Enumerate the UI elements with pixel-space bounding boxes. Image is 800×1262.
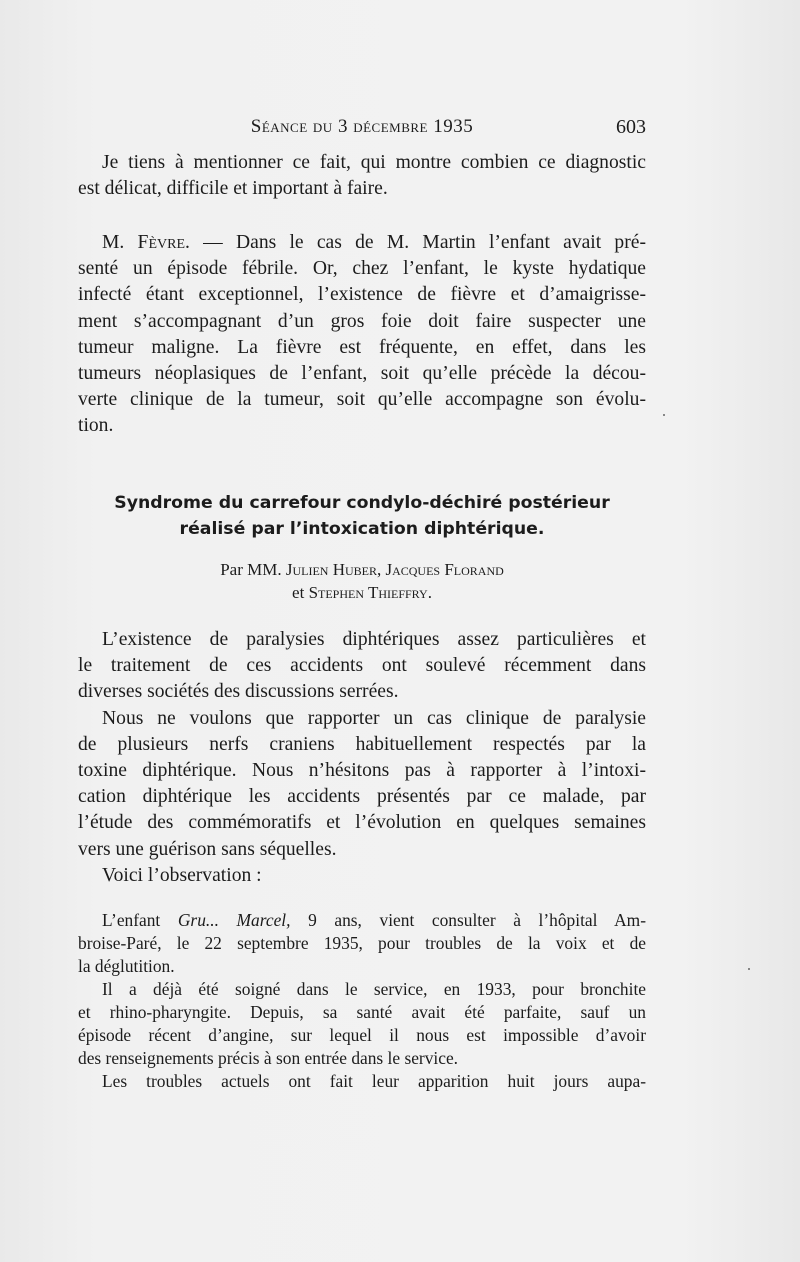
running-head — [78, 116, 646, 140]
text-line: toxine diphtérique. Nous n’hésitons pas à rapporter à l’intoxi- — [78, 760, 646, 782]
text-line: et rhino-pharyngite. Depuis, sa santé avait été parfaite, sauf un — [78, 1002, 646, 1022]
authors-line — [78, 558, 646, 581]
article-title — [78, 490, 646, 542]
text-fragment: L’enfant — [102, 910, 178, 930]
patient-name: Gru... Marcel, — [177, 910, 291, 930]
text-line: Je tiens à mentionner ce fait, qui montre combien ce diagnostic — [102, 152, 646, 173]
text-line: ment s’accompagnant d’un gros foie doit faire suspecter une — [78, 310, 646, 332]
text-line: Il a déjà été soigné dans le service, en 1933, pour bronchite — [102, 979, 646, 999]
text-line: Les troubles actuels ont fait leur apparition huit jours aupa- — [102, 1071, 646, 1091]
text-line: de plusieurs nerfs craniens habituellement respectés par la — [78, 733, 646, 755]
text-line — [78, 230, 646, 256]
paper-speck — [663, 414, 665, 416]
author-name: Jacques Florand — [385, 560, 504, 579]
text-line: vers une guérison sans séquelles. — [78, 838, 337, 860]
text-line: L’existence de paralysies diphtériques assez particulières et — [102, 629, 646, 650]
text-line: est délicat, difficile et important à faire. — [78, 178, 388, 200]
paper-speck — [748, 968, 750, 970]
text-line: infecté étant exceptionnel, l’existence de fièvre et d’amaigrisse- — [78, 284, 646, 306]
paragraph-fevre — [78, 230, 646, 440]
running-title: Séance du 3 décembre 1935 — [250, 116, 474, 137]
title-line: Syndrome du carrefour condylo-déchiré postérieur — [114, 493, 610, 513]
text-line: des renseignements précis à son entrée dans le service. — [78, 1048, 459, 1068]
speaker-name: M. Fèvre. — [102, 232, 190, 253]
text-line: diverses sociétés des discussions serrées. — [78, 681, 399, 703]
text-line: l’étude des commémoratifs et l’évolution en quelques semaines — [78, 812, 646, 834]
observation-text — [78, 909, 646, 1093]
authors-prefix: Par MM. — [220, 560, 286, 579]
text-line: tion. — [78, 415, 114, 437]
text-line: le traitement de ces accidents ont soulevé récemment dans — [78, 655, 646, 677]
text-line: tumeurs néoplasiques de l’enfant, soit qu’elle précède la décou- — [78, 363, 646, 385]
text-fragment: 9 ans, vient consulter à l’hôpital Am- — [290, 910, 646, 930]
paragraph-diagnostic — [78, 150, 646, 202]
text-line: Nous ne voulons que rapporter un cas clinique de paralysie — [102, 707, 646, 729]
text-line: cation diphtérique les accidents présentés par ce malade, par — [78, 786, 646, 808]
text-line: tumeur maligne. La fièvre est fréquente, en effet, dans les — [78, 336, 646, 358]
separator: . — [427, 583, 432, 602]
text-line — [78, 909, 646, 932]
text-line: épisode récent d’angine, sur lequel il nous est impossible d’avoir — [78, 1025, 646, 1045]
text-line: Voici l’observation : — [102, 864, 262, 886]
text-line: la déglutition. — [78, 956, 175, 976]
article-body — [78, 627, 646, 889]
authors-prefix: et — [292, 583, 309, 602]
author-name: Julien Huber — [285, 560, 377, 579]
text-line: senté un épisode fébrile. Or, chez l’enfant, le kyste hydatique — [78, 258, 646, 280]
title-line: réalisé par l’intoxication diphtérique. — [179, 519, 545, 539]
page-number: 603 — [616, 116, 646, 138]
text-fragment: — Dans le cas de M. Martin l’enfant avait pré- — [189, 232, 646, 253]
author-name: Stephen Thieffry — [308, 583, 428, 602]
authors-line — [78, 581, 646, 604]
authors — [78, 558, 646, 604]
text-line: verte clinique de la tumeur, soit qu’elle accompagne son évolu- — [78, 389, 646, 411]
text-line: broise-Paré, le 22 septembre 1935, pour troubles de la voix et de — [78, 933, 646, 953]
separator: , — [376, 560, 386, 579]
